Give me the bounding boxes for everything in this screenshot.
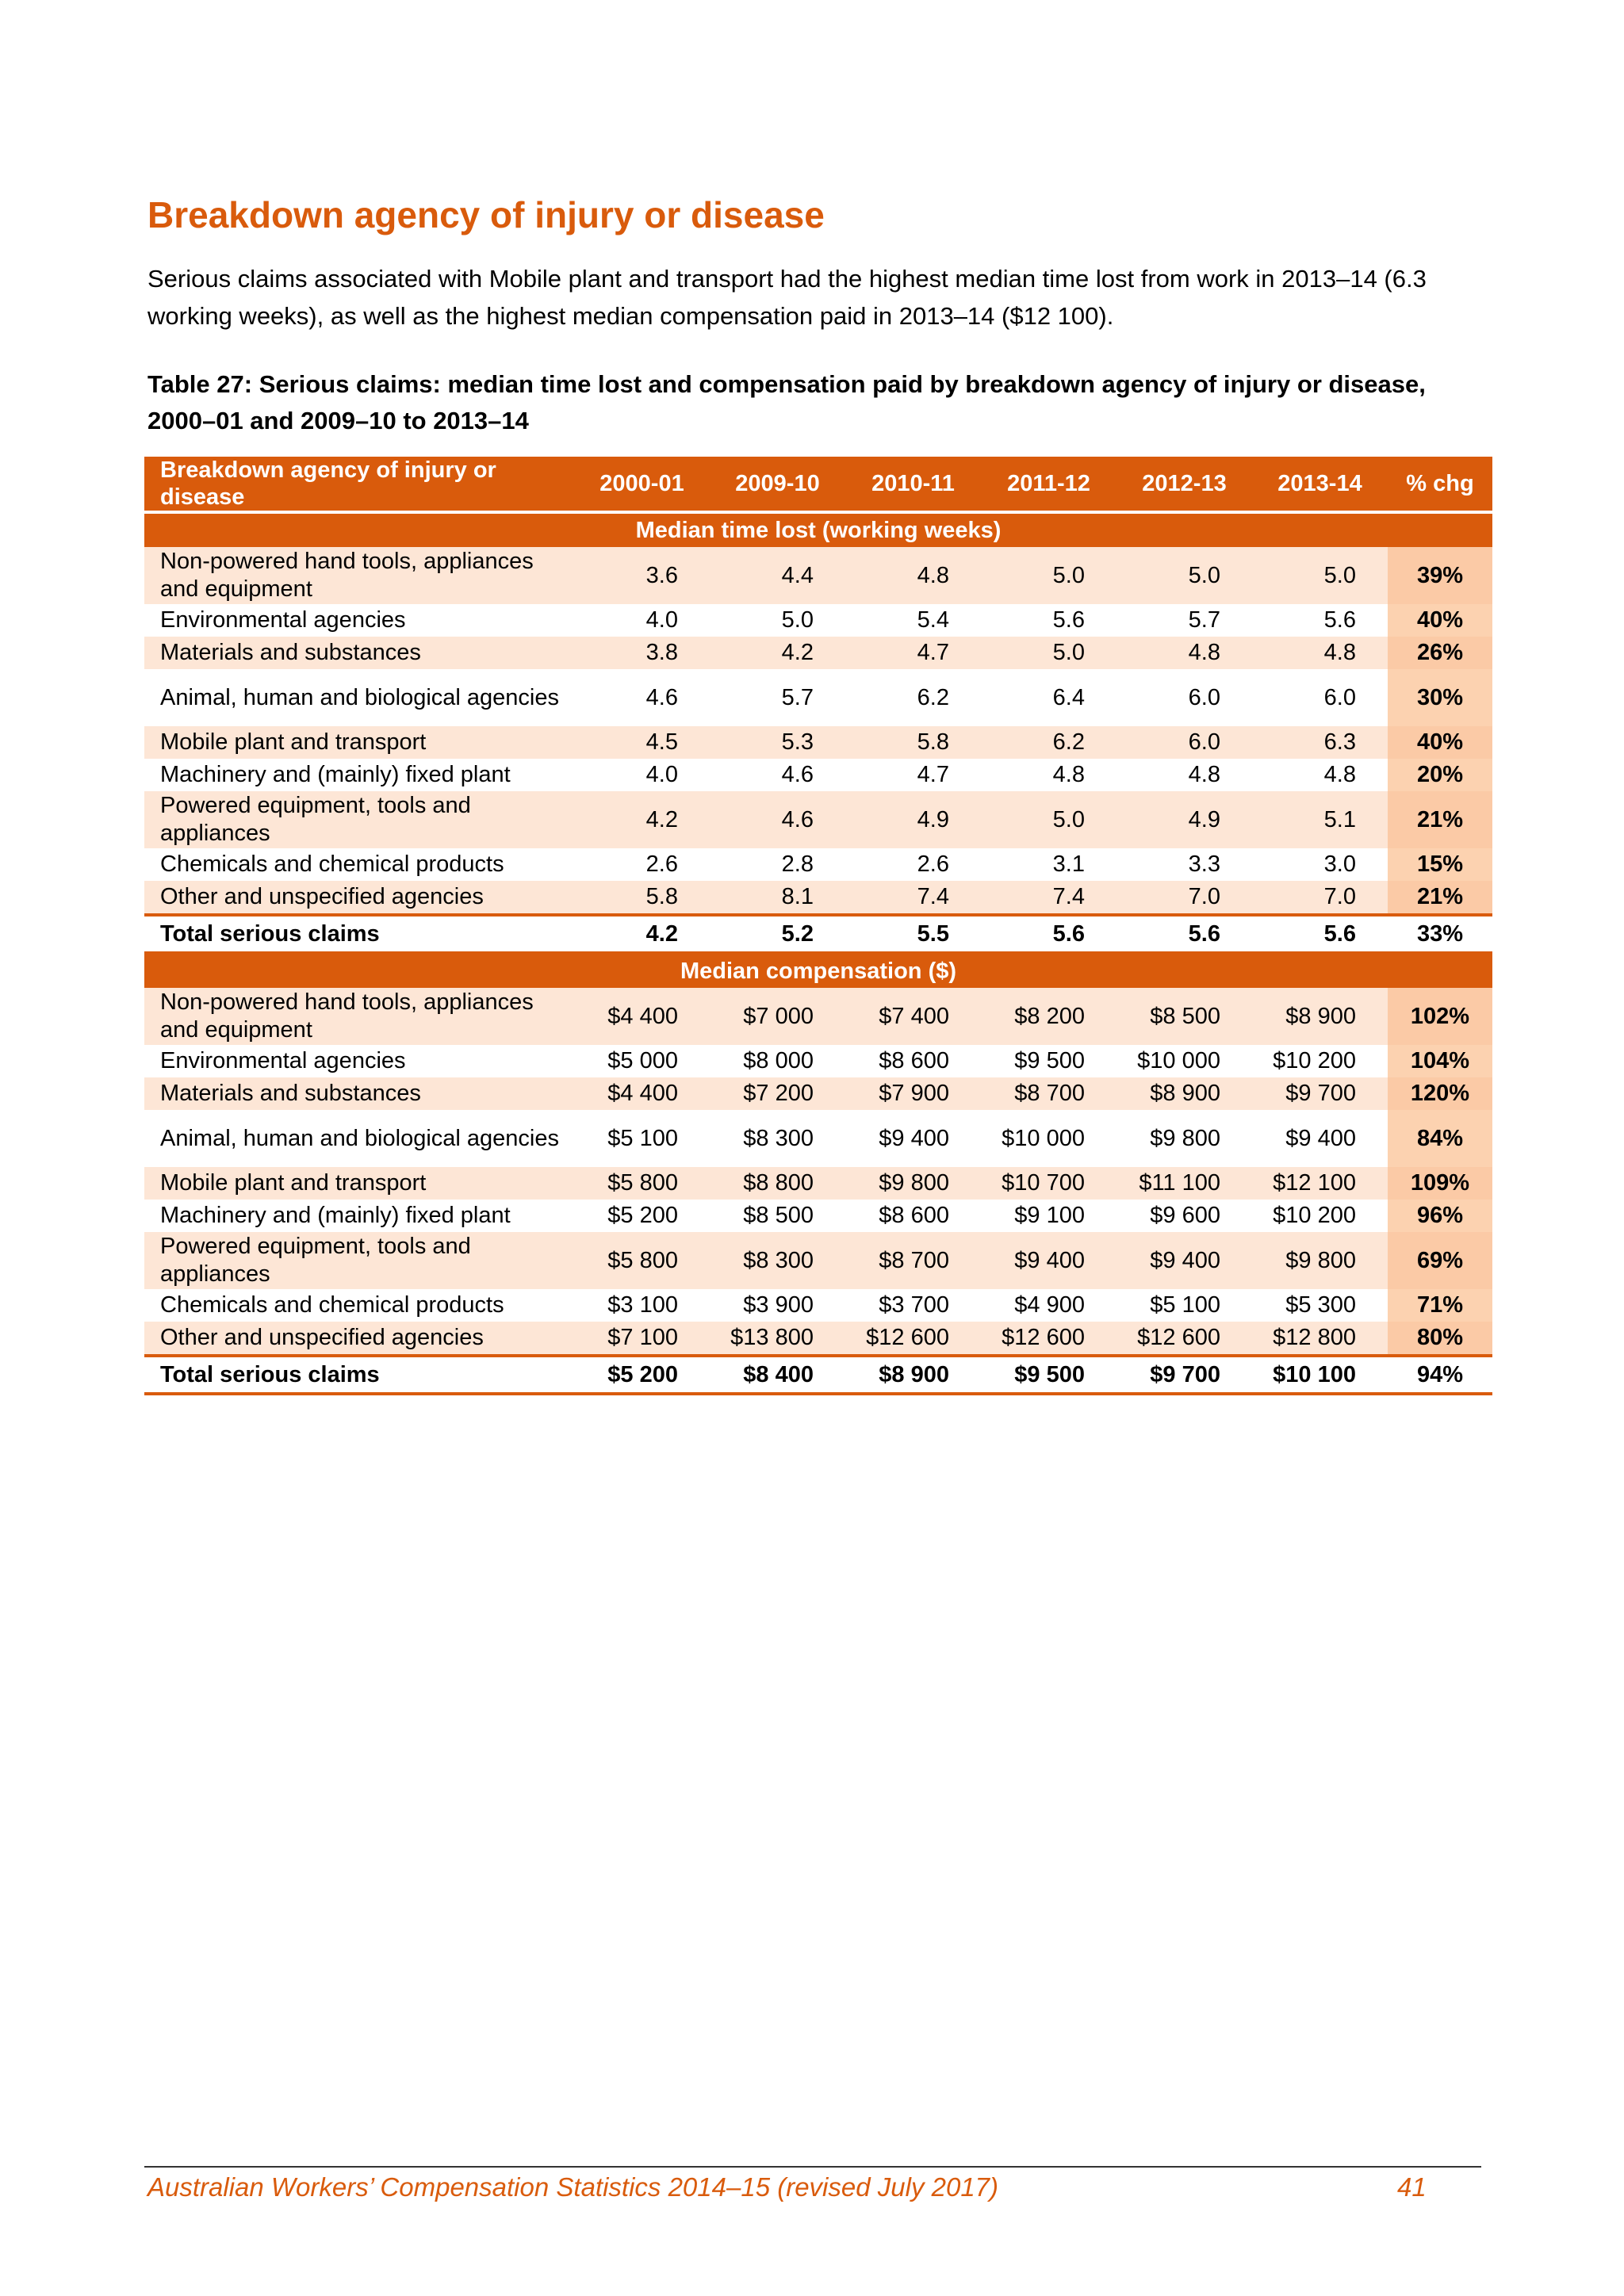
pct-change-cell: 84% — [1388, 1110, 1492, 1167]
value-cell: 5.0 — [1252, 547, 1388, 604]
value-cell: 4.8 — [1188, 762, 1220, 787]
pct-change-cell: 96% — [1388, 1200, 1492, 1232]
value-cell: 4.9 — [1116, 791, 1252, 848]
row-label: Chemicals and chemical products — [160, 1292, 504, 1318]
row-label: Machinery and (mainly) fixed plant — [160, 1203, 511, 1228]
header-2009-10: 2009-10 — [710, 457, 845, 512]
pct-change-cell: 21% — [1388, 791, 1492, 848]
table-row — [144, 1232, 1492, 1289]
table-row — [144, 1289, 1492, 1322]
total-value: 5.6 — [1252, 915, 1388, 953]
row-label: Environmental agencies — [160, 607, 406, 633]
total-value: 5.2 — [710, 915, 845, 953]
value-cell: $5 200 — [607, 1203, 678, 1228]
value-cell: $8 500 — [743, 1203, 814, 1228]
value-cell: $7 200 — [710, 1077, 845, 1110]
header-agency: Breakdown agency of injury or disease — [144, 457, 574, 512]
value-cell: 4.4 — [710, 547, 845, 604]
value-cell: $5 100 — [1150, 1292, 1220, 1318]
total-value: 5.6 — [1116, 915, 1252, 953]
value-cell: 4.8 — [1052, 762, 1085, 787]
value-cell: 4.5 — [574, 726, 710, 759]
value-cell: 5.6 — [1323, 607, 1356, 633]
row-label: Non-powered hand tools, appliances and equipment — [144, 988, 574, 1045]
row-label: Non-powered hand tools, appliances and equipment — [144, 547, 574, 604]
table-row — [144, 604, 1492, 637]
value-cell: 4.0 — [645, 607, 678, 633]
value-cell: 5.0 — [981, 637, 1116, 669]
value-cell: $8 600 — [879, 1203, 949, 1228]
row-label: Other and unspecified agencies — [144, 1322, 574, 1356]
value-cell: 7.4 — [845, 881, 981, 915]
value-cell: 3.6 — [574, 547, 710, 604]
value-cell: 6.2 — [981, 726, 1116, 759]
value-cell: 4.6 — [645, 684, 678, 710]
value-cell: 4.6 — [781, 762, 814, 787]
value-cell: $7 100 — [574, 1322, 710, 1356]
header-pct-change: % chg — [1388, 457, 1492, 512]
table-row — [144, 1077, 1492, 1110]
value-cell: $12 100 — [1252, 1167, 1388, 1200]
value-cell: $8 900 — [1252, 988, 1388, 1045]
value-cell: $12 600 — [1116, 1322, 1252, 1356]
total-value: $8 900 — [845, 1356, 981, 1394]
value-cell: $12 600 — [845, 1322, 981, 1356]
value-cell: $13 800 — [710, 1322, 845, 1356]
value-cell: $12 800 — [1252, 1322, 1388, 1356]
value-cell: $9 800 — [1252, 1232, 1388, 1289]
pct-change-cell: 80% — [1388, 1322, 1492, 1356]
total-pct-change: 94% — [1388, 1356, 1492, 1394]
row-label: Materials and substances — [144, 1077, 574, 1110]
value-cell: 4.8 — [1323, 762, 1356, 787]
value-cell: 6.4 — [1052, 684, 1085, 710]
page-number: 41 — [1397, 2172, 1427, 2202]
value-cell: $9 400 — [1116, 1232, 1252, 1289]
table-row — [144, 1045, 1492, 1077]
value-cell: $8 300 — [710, 1232, 845, 1289]
table-row — [144, 791, 1492, 848]
value-cell: 6.0 — [1323, 684, 1356, 710]
value-cell: $8 700 — [845, 1232, 981, 1289]
value-cell: $8 600 — [879, 1048, 949, 1073]
total-value: 4.2 — [574, 915, 710, 953]
page-heading: Breakdown agency of injury or disease — [147, 194, 825, 235]
row-label: Environmental agencies — [160, 1048, 406, 1073]
row-label: Machinery and (mainly) fixed plant — [160, 762, 511, 787]
table-caption: Table 27: Serious claims: median time lost and compensation paid by breakdown agency of injury or disease, 2000–01 and 2009–10 to 2013–14 — [147, 370, 1426, 434]
table-row — [144, 1110, 1492, 1167]
value-cell: 7.0 — [1252, 881, 1388, 915]
value-cell: 5.0 — [981, 547, 1116, 604]
intro-paragraph: Serious claims associated with Mobile plant and transport had the highest median time lost from work in 2013–14 (6.3 working weeks), as well as the highest median compensation paid in 2013–14 ($12 100). — [147, 265, 1427, 330]
value-cell: 2.6 — [917, 851, 949, 877]
pct-change-cell: 71% — [1388, 1289, 1492, 1322]
total-value: 5.5 — [845, 915, 981, 953]
value-cell: 5.3 — [710, 726, 845, 759]
value-cell: $9 800 — [845, 1167, 981, 1200]
footer-title: Australian Workers’ Compensation Statistics 2014–15 (revised July 2017) — [147, 2172, 999, 2202]
value-cell: 2.6 — [645, 851, 678, 877]
value-cell: 5.6 — [1052, 607, 1085, 633]
total-label: Total serious claims — [144, 1356, 574, 1394]
value-cell: 4.6 — [710, 791, 845, 848]
value-cell: $4 900 — [1014, 1292, 1085, 1318]
value-cell: $10 000 — [1002, 1125, 1085, 1151]
pct-change-cell: 30% — [1388, 669, 1492, 726]
header-2012-13: 2012-13 — [1116, 457, 1252, 512]
value-cell: 6.0 — [1188, 684, 1220, 710]
value-cell: 3.8 — [574, 637, 710, 669]
value-cell: $8 800 — [710, 1167, 845, 1200]
value-cell: $4 400 — [574, 1077, 710, 1110]
value-cell: $8 000 — [743, 1048, 814, 1073]
total-value: $5 200 — [574, 1356, 710, 1394]
pct-change-cell: 109% — [1388, 1167, 1492, 1200]
section-title: Median time lost (working weeks) — [144, 512, 1492, 547]
value-cell: 3.3 — [1188, 851, 1220, 877]
header-2010-11: 2010-11 — [845, 457, 981, 512]
table-row — [144, 726, 1492, 759]
table-row — [144, 547, 1492, 604]
table-row — [144, 988, 1492, 1045]
value-cell: 5.1 — [1252, 791, 1388, 848]
table-row — [144, 759, 1492, 791]
row-label: Chemicals and chemical products — [160, 851, 504, 877]
value-cell: $8 300 — [743, 1125, 814, 1151]
total-value: 5.6 — [981, 915, 1116, 953]
value-cell: 4.9 — [845, 791, 981, 848]
value-cell: 6.2 — [917, 684, 949, 710]
table-row — [144, 1167, 1492, 1200]
value-cell: 6.3 — [1252, 726, 1388, 759]
value-cell: $9 400 — [1285, 1125, 1356, 1151]
row-label: Other and unspecified agencies — [144, 881, 574, 915]
table-row — [144, 1200, 1492, 1232]
table-row — [144, 637, 1492, 669]
total-value: $9 700 — [1116, 1356, 1252, 1394]
value-cell: $5 100 — [607, 1125, 678, 1151]
value-cell: $10 200 — [1273, 1203, 1356, 1228]
value-cell: $9 600 — [1150, 1203, 1220, 1228]
total-row — [144, 915, 1492, 953]
value-cell: 4.2 — [574, 791, 710, 848]
value-cell: 4.7 — [917, 762, 949, 787]
pct-change-cell: 104% — [1388, 1045, 1492, 1077]
table-row — [144, 881, 1492, 915]
value-cell: $5 800 — [574, 1232, 710, 1289]
value-cell: 4.8 — [1116, 637, 1252, 669]
table-header-row — [144, 457, 1492, 512]
value-cell: 4.8 — [845, 547, 981, 604]
value-cell: $3 900 — [743, 1292, 814, 1318]
value-cell: $9 400 — [981, 1232, 1116, 1289]
value-cell: $9 500 — [1014, 1048, 1085, 1073]
value-cell: $8 500 — [1116, 988, 1252, 1045]
row-label: Powered equipment, tools and appliances — [144, 791, 574, 848]
value-cell: $8 900 — [1116, 1077, 1252, 1110]
pct-change-cell: 26% — [1388, 637, 1492, 669]
value-cell: $10 000 — [1137, 1048, 1220, 1073]
value-cell: 5.7 — [1188, 607, 1220, 633]
value-cell: $12 600 — [981, 1322, 1116, 1356]
footer-divider — [144, 2166, 1481, 2168]
value-cell: $9 400 — [879, 1125, 949, 1151]
total-value: $9 500 — [981, 1356, 1116, 1394]
pct-change-cell: 15% — [1388, 848, 1492, 881]
value-cell: $9 800 — [1150, 1125, 1220, 1151]
value-cell: 4.8 — [1252, 637, 1388, 669]
value-cell: $4 400 — [574, 988, 710, 1045]
pct-change-cell: 21% — [1388, 881, 1492, 915]
value-cell: $7 900 — [845, 1077, 981, 1110]
row-label: Animal, human and biological agencies — [160, 684, 559, 710]
claims-table — [144, 457, 1492, 1395]
value-cell: 5.0 — [981, 791, 1116, 848]
value-cell: 3.1 — [1052, 851, 1085, 877]
pct-change-cell: 40% — [1388, 726, 1492, 759]
pct-change-cell: 102% — [1388, 988, 1492, 1045]
value-cell: 5.8 — [845, 726, 981, 759]
value-cell: $8 200 — [981, 988, 1116, 1045]
value-cell: 5.7 — [781, 684, 814, 710]
header-2013-14: 2013-14 — [1252, 457, 1388, 512]
pct-change-cell: 39% — [1388, 547, 1492, 604]
value-cell: 2.8 — [781, 851, 814, 877]
section-header-row — [144, 512, 1492, 547]
header-2000-01: 2000-01 — [574, 457, 710, 512]
pct-change-cell: 20% — [1388, 759, 1492, 791]
value-cell: 5.4 — [917, 607, 949, 633]
value-cell: 5.0 — [781, 607, 814, 633]
value-cell: 7.0 — [1116, 881, 1252, 915]
value-cell: $5 000 — [607, 1048, 678, 1073]
value-cell: $9 100 — [1014, 1203, 1085, 1228]
table-row — [144, 669, 1492, 726]
section-header-row — [144, 953, 1492, 988]
value-cell: 4.7 — [845, 637, 981, 669]
row-label: Animal, human and biological agencies — [160, 1125, 559, 1151]
total-label: Total serious claims — [144, 915, 574, 953]
row-label: Mobile plant and transport — [144, 726, 574, 759]
value-cell: 4.2 — [710, 637, 845, 669]
value-cell: $8 700 — [981, 1077, 1116, 1110]
value-cell: 6.0 — [1116, 726, 1252, 759]
total-pct-change: 33% — [1388, 915, 1492, 953]
row-label: Materials and substances — [144, 637, 574, 669]
value-cell: 5.8 — [574, 881, 710, 915]
value-cell: 3.0 — [1323, 851, 1356, 877]
value-cell: $3 700 — [879, 1292, 949, 1318]
section-title: Median compensation ($) — [144, 953, 1492, 988]
row-label: Powered equipment, tools and appliances — [144, 1232, 574, 1289]
value-cell: $5 800 — [574, 1167, 710, 1200]
row-label: Mobile plant and transport — [144, 1167, 574, 1200]
table-body — [144, 512, 1492, 1394]
total-row — [144, 1356, 1492, 1394]
value-cell: $7 400 — [845, 988, 981, 1045]
pct-change-cell: 69% — [1388, 1232, 1492, 1289]
total-value: $8 400 — [710, 1356, 845, 1394]
pct-change-cell: 120% — [1388, 1077, 1492, 1110]
value-cell: $10 700 — [981, 1167, 1116, 1200]
value-cell: $7 000 — [710, 988, 845, 1045]
value-cell: $9 700 — [1252, 1077, 1388, 1110]
value-cell: $3 100 — [607, 1292, 678, 1318]
table-row — [144, 848, 1492, 881]
pct-change-cell: 40% — [1388, 604, 1492, 637]
value-cell: $10 200 — [1273, 1048, 1356, 1073]
value-cell: $5 300 — [1285, 1292, 1356, 1318]
value-cell: 7.4 — [981, 881, 1116, 915]
value-cell: 4.0 — [645, 762, 678, 787]
value-cell: $11 100 — [1116, 1167, 1252, 1200]
value-cell: 8.1 — [710, 881, 845, 915]
header-2011-12: 2011-12 — [981, 457, 1116, 512]
total-value: $10 100 — [1252, 1356, 1388, 1394]
value-cell: 5.0 — [1116, 547, 1252, 604]
table-row — [144, 1322, 1492, 1356]
